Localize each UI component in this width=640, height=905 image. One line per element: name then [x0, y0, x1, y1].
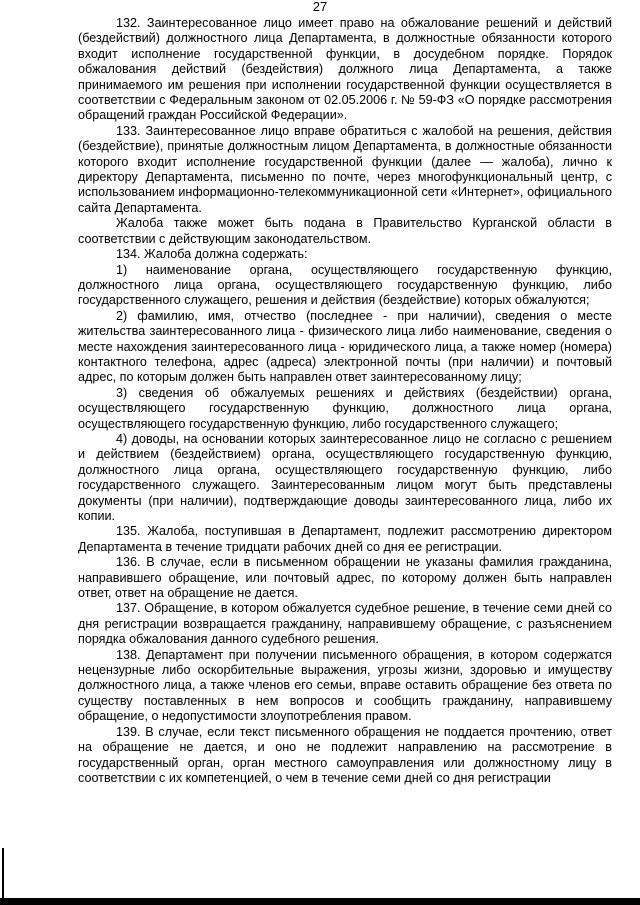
paragraph-137: 137. Обращение, в котором обжалуется судебное решение, в течение семи дней со дня регистрации возвращается гражданину, направившему обращение, с разъяснением порядка обжалования данного судебного решения.	[78, 601, 612, 647]
paragraph-135: 135. Жалоба, поступившая в Департамент, подлежит рассмотрению директором Департамента в течение тридцати рабочих дней со дня ее регистрации.	[78, 524, 612, 554]
paragraph-139: 139. В случае, если текст письменного обращения не поддается прочтению, ответ на обращение не дается, и оно не подлежит направлению на рассмотрение в государственный орган, орган местного самоуправления или должностному лицу в соответствии с их компетенцией, о чем в течение семи дней со дня регистрации	[78, 724, 612, 785]
scan-bottom-edge	[0, 898, 640, 905]
paragraph-136: 136. В случае, если в письменном обращении не указаны фамилия гражданина, направившего обращение, или почтовый адрес, по которому должен быть направлен ответ, ответ на обращение не дается.	[78, 555, 612, 601]
paragraph-134: 134. Жалоба должна содержать:	[116, 247, 308, 262]
list-item-1: 1) наименование органа, осуществляющего государственную функцию, должностного лица органа, осуществляющего государственную функцию, либо государственного служащего, решения и действия (бездействие) которых обжалуются;	[78, 262, 612, 308]
list-item-2: 2) фамилию, имя, отчество (последнее - при наличии), сведения о месте жительства заинтересованного лица - физического лица либо наименование, сведения о месте нахождения заинтересованного лица - юридического лица, а также номер (номера) контактного телефона, адрес (адреса) электронной почты (при наличии) и почтовый адрес, по которым должен быть направлен ответ заинтересованному лицу;	[78, 308, 612, 385]
paragraph-132: 132. Заинтересованное лицо имеет право на обжалование решений и действий (бездействий) должностного лица Департамента, в должностные обязанности которого входит исполнение государственной функции, в досудебном порядке. Порядок обжалования действий (бездействия) должного лица Департамента, а также принимаемого им решения при исполнении государственной функции осуществляется в соответствии с Федеральным законом от 02.05.2006 г. № 59-ФЗ «О порядке рассмотрения обращений граждан Российской Федерации».	[78, 16, 612, 123]
paragraph-133: 133. Заинтересованное лицо вправе обратиться с жалобой на решения, действия (бездействие), принятые должностным лицом Департамента, в должностные обязанности которого входит исполнение государственной функции (далее — жалоба), лично к директору Департамента, письменно по почте, через многофункциональный центр, с использованием информационно-телекоммуникационной сети «Интернет», официального сайта Департамента.	[78, 123, 612, 215]
paragraph-138: 138. Департамент при получении письменного обращения, в котором содержатся нецензурные либо оскорбительные выражения, угрозы жизни, здоровью и имуществу должностного лица, а также членов его семьи, вправе оставить обращение без ответа по существу поставленных в нем вопросов и сообщить гражданину, направившему обращение, о недопустимости злоупотребления правом.	[78, 647, 612, 724]
document-body	[78, 16, 612, 786]
scan-left-edge	[2, 848, 4, 905]
list-item-3: 3) сведения об обжалуемых решениях и действиях (бездействии) органа, осуществляющего государственную функцию, должностного лица органа, осуществляющего государственную функцию, либо государственного служащего;	[78, 385, 612, 431]
paragraph-complaint-government: Жалоба также может быть подана в Правительство Курганской области в соответствии с действующим законодательством.	[78, 216, 612, 246]
page-number: 27	[312, 0, 328, 14]
list-item-4: 4) доводы, на основании которых заинтересованное лицо не согласно с решением и действием (бездействием) органа, осуществляющего государственную функцию, должностного лица органа, осуществляющего государственную функцию, либо государственного служащего. Заинтересованным лицом могут быть представлены документы (при наличии), подтверждающие доводы заинтересованного лица, либо их копии.	[78, 431, 612, 523]
